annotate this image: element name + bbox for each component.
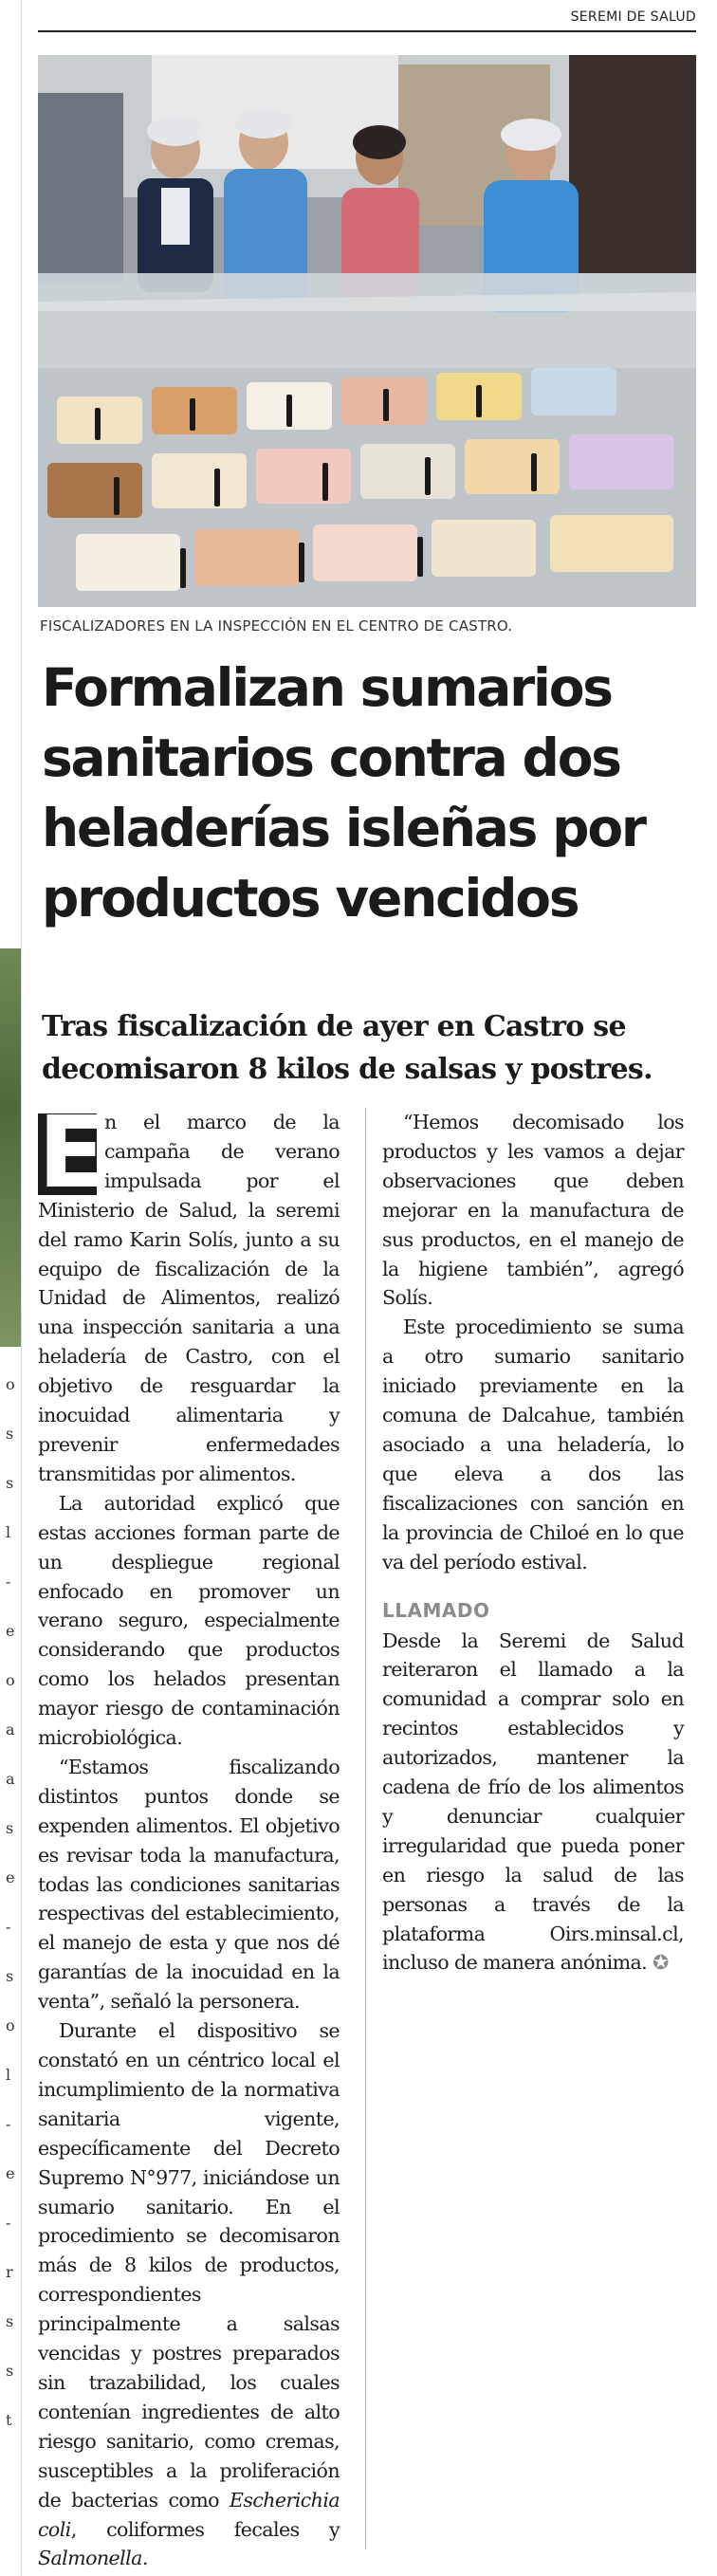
bacteria-name: Salmonella	[38, 2547, 142, 2570]
adjacent-text-fragment: l	[6, 1523, 11, 1541]
subheadline: Tras fiscalización de ayer en Castro se decomisaron 8 kilos de salsas y postres.	[42, 1010, 653, 1086]
adjacent-text-fragment: s	[6, 1819, 14, 1837]
paragraph	[38, 2016, 340, 2573]
adjacent-text-fragment: -	[6, 1918, 11, 1936]
adjacent-text-fragment: e	[6, 2164, 15, 2182]
adjacent-text-fragment: s	[6, 2312, 14, 2330]
paragraph	[38, 1095, 340, 1489]
paragraph-text: .	[141, 2547, 148, 2570]
adjacent-text-fragment: r	[6, 2263, 13, 2281]
paragraph-text: , coliformes fecales y	[70, 2517, 340, 2541]
adjacent-column-strip	[0, 0, 22, 2576]
adjacent-text-fragment: s	[6, 1474, 14, 1492]
paragraph: “Hemos decomisado los productos y les vamos a dejar observaciones que deben mejorar en la manufactura de sus productos, en el manejo de la higiene también”, agregó Solís.	[382, 1111, 684, 1310]
paragraph: “Estamos fiscalizando distintos puntos donde se expenden alimentos. El objetivo es revisar toda la manufactura, todas las condiciones sanitarias respectivas del establecimiento, el manejo de esta y que nos dé garantías de la inocuidad en la venta”, señaló la personera.	[38, 1755, 340, 2014]
adjacent-text-fragment: e	[6, 1622, 15, 1640]
adjacent-text-fragment: a	[6, 1720, 15, 1739]
adjacent-text-fragment: a	[6, 1770, 15, 1788]
paragraph-text: n el marco de la campaña de verano impulsada por el Ministerio de Salud, la seremi del ramo Karin Solís, junto a su equipo de fiscalización de la Unidad de Alimentos, realizó una inspección sanitaria a una heladería de Castro, con el objetivo de resguardar la inocuidad alimentaria y prevenir enfermedades transmitidas por alimentos.	[38, 1111, 340, 1485]
paragraph	[382, 1627, 684, 1978]
adjacent-text-fragment: s	[6, 1967, 14, 1985]
adjacent-text-fragment: -	[6, 2214, 11, 2232]
paragraph-text: Durante el dispositivo se constató en un céntrico local el incumplimiento de la normativa sanitaria vigente, específicamente del Decreto Supremo N°977, iniciándose un sumario sanitario. En el procedimiento se decomisaron más de 8 kilos de productos, correspondientes principalmente a salsas vencidas y postres preparados sin trazabilidad, los cuales contenían ingredientes de alto riesgo sanitario, como cremas, susceptibles a la proliferación de bacterias como	[38, 2019, 340, 2512]
paragraph: La autoridad explicó que estas acciones forman parte de un despliegue regional enfocado en promover un verano seguro, especialmente considerando que productos como los helados presentan mayor riesgo de contaminación microbiológica.	[38, 1491, 340, 1750]
adjacent-text-fragment: s	[6, 1425, 14, 1443]
adjacent-photo-fragment	[0, 948, 21, 1347]
headline: Formalizan sumarios sanitarios contra dos heladerías isleñas por productos vencidos	[42, 657, 645, 929]
paragraph: Este procedimiento se suma a otro sumario sanitario iniciado previamente en la comuna de Dalcahue, también asociado a una heladería, lo que eleva a dos las fiscalizaciones con sanción en la provincia de Chiloé en lo que va del período estival.	[382, 1316, 684, 1573]
article-photo	[38, 55, 696, 607]
article-column-2	[382, 1108, 684, 1978]
adjacent-text-fragment: t	[6, 2411, 12, 2429]
section-tag: SEREMI DE SALUD	[570, 9, 696, 25]
column-divider	[365, 1108, 366, 2549]
dropcap: E	[38, 1095, 105, 1210]
adjacent-text-fragment: e	[6, 1868, 15, 1886]
adjacent-text-fragment: -	[6, 1573, 11, 1591]
bacteria-name: Escherichia coli	[38, 2488, 340, 2541]
photo-caption: FISCALIZADORES EN LA INSPECCIÓN EN EL CENTRO DE CASTRO.	[40, 617, 513, 635]
adjacent-text-fragment: o	[6, 2016, 15, 2034]
adjacent-text-fragment: l	[6, 2066, 11, 2084]
adjacent-text-fragment: -	[6, 2115, 11, 2133]
end-mark-icon: ✪	[653, 1951, 669, 1975]
top-rule	[38, 30, 696, 32]
adjacent-text-fragment: s	[6, 2362, 14, 2380]
article-column-1	[38, 1095, 340, 2573]
paragraph-text: Desde la Seremi de Salud reiteraron el llamado a la comunidad a comprar solo en recintos establecidos y autorizados, mantener la cadena de frío de los alimentos y denunciar cualquier irregularidad que pueda poner en riesgo la salud de las personas a través de la plataforma Oirs.minsal.cl, incluso de manera anónima.	[382, 1628, 684, 1975]
adjacent-text-fragment: o	[6, 1671, 15, 1689]
section-subtitle: LLAMADO	[382, 1598, 490, 1622]
adjacent-text-fragment: o	[6, 1375, 15, 1393]
